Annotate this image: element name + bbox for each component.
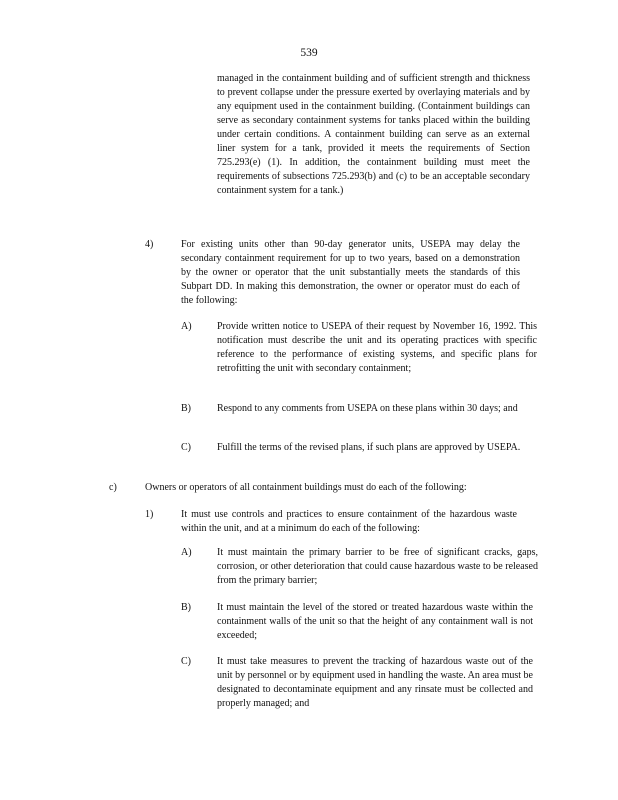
item-4-sub-b-text: Respond to any comments from USEPA on these plans within 30 days; and [217,403,518,414]
item-4-sub-c-text: Fulfill the terms of the revised plans, if such plans are approved by USEPA. [217,442,521,453]
item-4-label: 4) [145,239,154,250]
item-4-sub-a-label: A) [181,321,192,332]
item-1-sub-a-label: A) [181,547,192,558]
page-number: 539 [300,47,318,59]
item-4-sub-a-text: Provide written notice to USEPA of their request by November 16, 1992. This notification must describe the unit and its operating practices with specific reference to the performance of existing systems, and specific plans for retrofitting the unit with secondary containment; [217,321,537,374]
item-1-label: 1) [145,509,154,520]
item-1-sub-a-text: It must maintain the primary barrier to be free of significant cracks, gaps, corrosion, or other deterioration that could cause hazardous waste to be released from the primary barrier; [217,547,538,586]
section-c-label: c) [109,482,117,493]
item-1-sub-b-text: It must maintain the level of the stored or treated hazardous waste within the containment walls of the unit so that the height of any containment wall is not exceeded; [217,602,533,641]
item-4-sub-b-label: B) [181,403,191,414]
item-1-sub-b-label: B) [181,602,191,613]
item-1-sub-c-text: It must take measures to prevent the tracking of hazardous waste out of the unit by personnel or by equipment used in handling the waste. An area must be designated to decontaminate equipment and any rinsate must be collected and properly managed; and [217,656,533,709]
item-4-text: For existing units other than 90-day generator units, USEPA may delay the secondary containment requirement for up to two years, based on a demonstration by the owner or operator that the unit substantially meets the standards of this Subpart DD. In making this demonstration, the owner or operator must do each of the following: [181,239,520,306]
item-4-sub-c-label: C) [181,442,191,453]
item-1-sub-c-label: C) [181,656,191,667]
section-c-text: Owners or operators of all containment buildings must do each of the following: [145,482,467,493]
item-1-text: It must use controls and practices to ensure containment of the hazardous waste within the unit, and at a minimum do each of the following: [181,509,517,534]
continuation-paragraph: managed in the containment building and of sufficient strength and thickness to prevent collapse under the pressure exerted by overlaying materials and by any equipment used in the containment building. (Containment buildings can serve as secondary containment systems for tanks placed within the building under certain conditions. A containment building can serve as an external liner system for a tank, provided it meets the requirements of Section 725.293(e) (1). In addition, the containment building must meet the requirements of subsections 725.293(b) and (c) to be an acceptable secondary containment system for a tank.) [217,73,530,196]
